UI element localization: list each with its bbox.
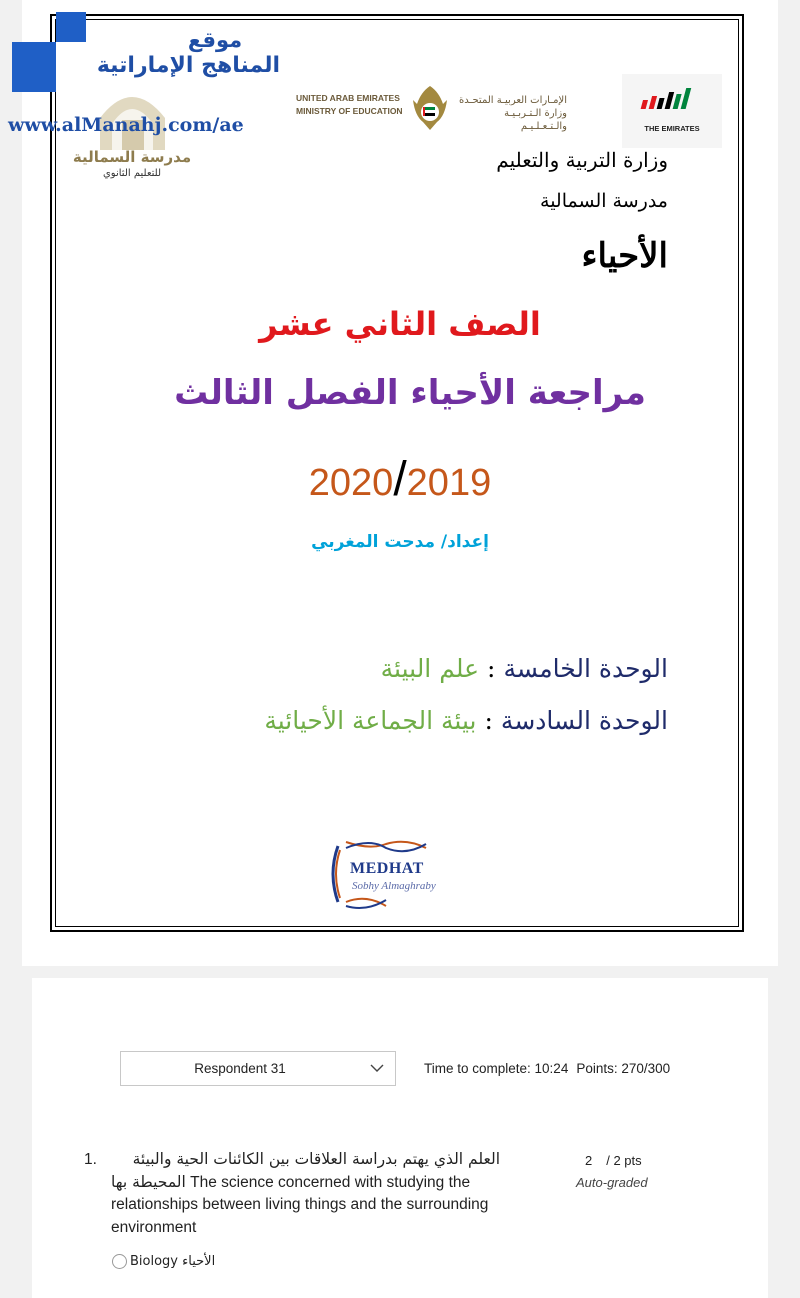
ministry-en-line-2: MINISTRY OF EDUCATION — [296, 106, 403, 117]
unit-label: الوحدة السادسة — [500, 706, 668, 735]
site-logo-icon — [12, 12, 92, 102]
radio-button[interactable] — [112, 1254, 127, 1269]
the-emirates-label: THE EMIRATES — [644, 124, 700, 133]
watermark-url: www.alManahj.com/ae — [8, 114, 244, 136]
respondent-dropdown[interactable] — [120, 1051, 396, 1086]
subject-title: الأحياء — [581, 236, 668, 276]
unit-separator: : — [484, 706, 493, 735]
question-text-line-4: environment — [111, 1219, 197, 1236]
author-credit: إعداد/ مدحت المغربي — [311, 532, 489, 552]
answer-option[interactable] — [112, 1254, 215, 1269]
school-logo-subtitle: للتعليم الثانوي — [102, 168, 162, 179]
grading-mode: Auto-graded — [576, 1175, 648, 1190]
response-card — [32, 978, 768, 1298]
ministry-name-ar — [455, 94, 567, 133]
question-text-line-2 — [111, 1173, 470, 1192]
unit-row — [381, 654, 668, 683]
respondent-selected: Respondent 31 — [194, 1061, 286, 1076]
author-logo-name: MEDHAT — [350, 860, 424, 877]
review-title: مراجعة الأحياء الفصل الثالث — [174, 373, 646, 413]
question-number: 1. — [84, 1151, 97, 1168]
question-text-ar-continued: المحيطة بها — [111, 1173, 186, 1191]
year-start: 2019 — [406, 462, 492, 504]
question-points — [585, 1153, 642, 1168]
ministry-line: وزارة التربية والتعليم — [496, 148, 668, 172]
grade-title: الصف الثاني عشر — [259, 305, 541, 343]
unit-separator: : — [487, 654, 496, 683]
ministry-ar-line-1: الإمـارات العربيـة المتحـدة — [459, 95, 567, 106]
unit-row — [264, 706, 668, 735]
ministry-en-line-1: UNITED ARAB EMIRATES — [296, 93, 400, 103]
watermark-line-2: المناهج الإماراتية — [96, 53, 280, 79]
question-text-ar: العلم الذي يهتم بدراسة العلاقات بين الكائنات الحية والبيئة — [132, 1150, 500, 1168]
response-meta — [424, 1061, 670, 1076]
unit-topic: علم البيئة — [380, 654, 480, 683]
watermark-line-1: موقع — [187, 28, 243, 52]
points-max: / 2 pts — [606, 1153, 642, 1168]
points-awarded: 2 — [585, 1153, 593, 1168]
option-label: Biology الأحياء — [130, 1254, 216, 1269]
the-emirates-logo — [622, 74, 722, 148]
uae-emblem-icon — [409, 82, 451, 134]
points-total: Points: 270/300 — [576, 1061, 671, 1076]
ministry-name-en — [296, 92, 403, 118]
unit-topic: بيئة الجماعة الأحيائية — [264, 706, 477, 735]
time-to-complete: Time to complete: 10:24 — [424, 1061, 569, 1076]
chevron-down-icon — [359, 1052, 395, 1085]
academic-year — [0, 452, 800, 507]
question-text-line-3: relationships between living things and the surrounding — [111, 1196, 489, 1213]
ministry-ar-line-2: وزارة الـتـربـيـة والـتـعـلـيـم — [504, 108, 567, 132]
school-logo-name: مدرسة السمالية — [72, 148, 192, 166]
year-end: 2020 — [308, 462, 394, 504]
emirates-bars-icon — [622, 74, 722, 124]
school-line: مدرسة السمالية — [540, 190, 668, 212]
unit-label: الوحدة الخامسة — [503, 654, 668, 683]
question-text-en: The science concerned with studying the — [190, 1174, 471, 1191]
author-logo-subtitle: Sobhy Almaghraby — [352, 880, 436, 892]
watermark-site-name — [96, 28, 280, 80]
year-separator: / — [393, 453, 407, 506]
